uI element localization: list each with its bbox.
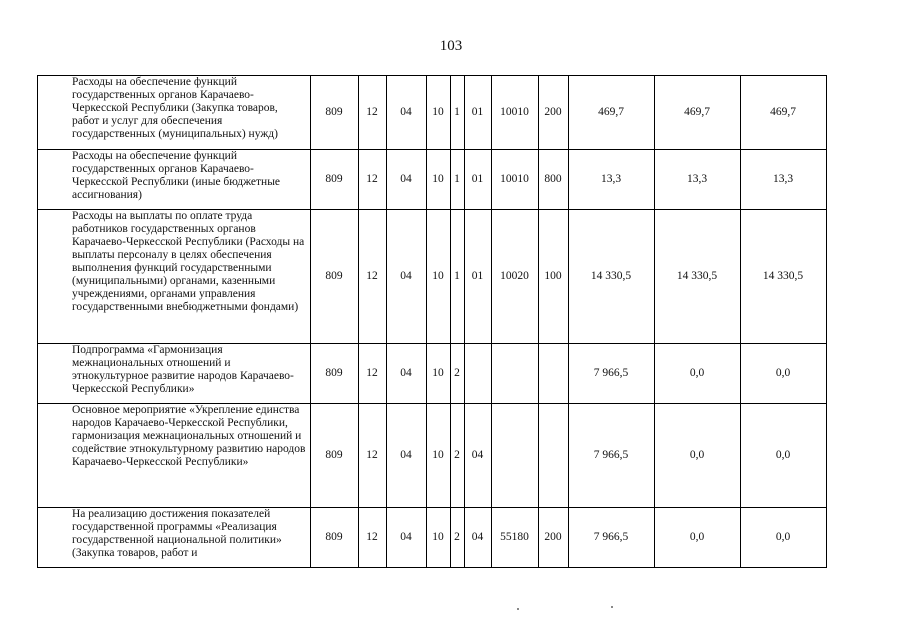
cell-main-activity: 04 (464, 404, 491, 508)
cell-expense-type: 200 (538, 76, 568, 150)
cell-expense-type (538, 404, 568, 508)
cell-section: 12 (358, 210, 386, 344)
cell-year2: 469,7 (654, 76, 740, 150)
cell-year1: 14 330,5 (568, 210, 654, 344)
cell-direction: 10010 (491, 150, 538, 210)
cell-main-activity: 01 (464, 150, 491, 210)
cell-year1: 469,7 (568, 76, 654, 150)
cell-expense-type: 800 (538, 150, 568, 210)
cell-year1: 13,3 (568, 150, 654, 210)
cell-year2: 0,0 (654, 404, 740, 508)
cell-section: 12 (358, 76, 386, 150)
cell-main-activity: 01 (464, 76, 491, 150)
cell-year3: 0,0 (740, 344, 826, 404)
cell-program: 10 (426, 508, 450, 568)
cell-subprogram: 2 (450, 404, 464, 508)
page-number: 103 (439, 38, 463, 54)
cell-section: 12 (358, 344, 386, 404)
cell-program: 10 (426, 210, 450, 344)
cell-code: 809 (310, 508, 358, 568)
cell-year3: 13,3 (740, 150, 826, 210)
table-row (38, 76, 827, 150)
cell-year3: 14 330,5 (740, 210, 826, 344)
cell-program: 10 (426, 404, 450, 508)
scan-speck (611, 606, 613, 608)
cell-code: 809 (310, 404, 358, 508)
table-row (38, 150, 827, 210)
cell-direction (491, 404, 538, 508)
cell-subsection: 04 (386, 210, 426, 344)
cell-year2: 14 330,5 (654, 210, 740, 344)
cell-direction (491, 344, 538, 404)
cell-direction: 55180 (491, 508, 538, 568)
row-description: Подпрограмма «Гармонизация межнациональных отношений и этнокультурное развитие народов Карачаево-Черкесской Республики» (38, 344, 310, 404)
cell-subsection: 04 (386, 150, 426, 210)
cell-expense-type: 200 (538, 508, 568, 568)
row-description: Основное мероприятие «Укрепление единства народов Карачаево-Черкесской Республики, гармонизация межнациональных отношений и содействие этнокультурному развитию народов Карачаево-Черкесской Республики» (38, 404, 310, 508)
cell-code: 809 (310, 210, 358, 344)
row-description: Расходы на обеспечение функций государственных органов Карачаево-Черкесской Республики (иные бюджетные ассигнования) (38, 150, 310, 210)
table-row (38, 210, 827, 344)
cell-subprogram: 1 (450, 150, 464, 210)
cell-subsection: 04 (386, 404, 426, 508)
row-description: Расходы на выплаты по оплате труда работников государственных органов Карачаево-Черкесской Республики (Расходы на выплаты персоналу в целях обеспечения выполнения функций государственными (муниципальными) органами, казенными учреждениями, органами управления государственными внебюджетными фондами) (38, 210, 310, 344)
cell-section: 12 (358, 404, 386, 508)
cell-subsection: 04 (386, 76, 426, 150)
scan-speck (517, 608, 519, 610)
row-description: На реализацию достижения показателей государственной программы «Реализация государственной национальной политики» (Закупка товаров, работ и (38, 508, 310, 568)
cell-section: 12 (358, 508, 386, 568)
cell-program: 10 (426, 76, 450, 150)
cell-subprogram: 2 (450, 508, 464, 568)
cell-expense-type (538, 344, 568, 404)
cell-code: 809 (310, 76, 358, 150)
cell-expense-type: 100 (538, 210, 568, 344)
cell-year2: 0,0 (654, 344, 740, 404)
cell-year3: 0,0 (740, 508, 826, 568)
cell-program: 10 (426, 150, 450, 210)
table-row (38, 404, 827, 508)
cell-section: 12 (358, 150, 386, 210)
cell-program: 10 (426, 344, 450, 404)
cell-year3: 469,7 (740, 76, 826, 150)
cell-subsection: 04 (386, 344, 426, 404)
cell-year1: 7 966,5 (568, 344, 654, 404)
cell-year1: 7 966,5 (568, 508, 654, 568)
cell-direction: 10010 (491, 76, 538, 150)
cell-code: 809 (310, 150, 358, 210)
row-description: Расходы на обеспечение функций государственных органов Карачаево-Черкесской Республики (Закупка товаров, работ и услуг для обеспечения государственных (муниципальных) нужд) (38, 76, 310, 150)
table-row (38, 508, 827, 568)
cell-year2: 0,0 (654, 508, 740, 568)
cell-subprogram: 1 (450, 76, 464, 150)
cell-main-activity: 01 (464, 210, 491, 344)
cell-direction: 10020 (491, 210, 538, 344)
cell-subprogram: 1 (450, 210, 464, 344)
table-row (38, 344, 827, 404)
cell-main-activity (464, 344, 491, 404)
cell-code: 809 (310, 344, 358, 404)
budget-table (37, 75, 827, 568)
cell-main-activity: 04 (464, 508, 491, 568)
cell-subprogram: 2 (450, 344, 464, 404)
cell-year1: 7 966,5 (568, 404, 654, 508)
cell-subsection: 04 (386, 508, 426, 568)
cell-year2: 13,3 (654, 150, 740, 210)
cell-year3: 0,0 (740, 404, 826, 508)
